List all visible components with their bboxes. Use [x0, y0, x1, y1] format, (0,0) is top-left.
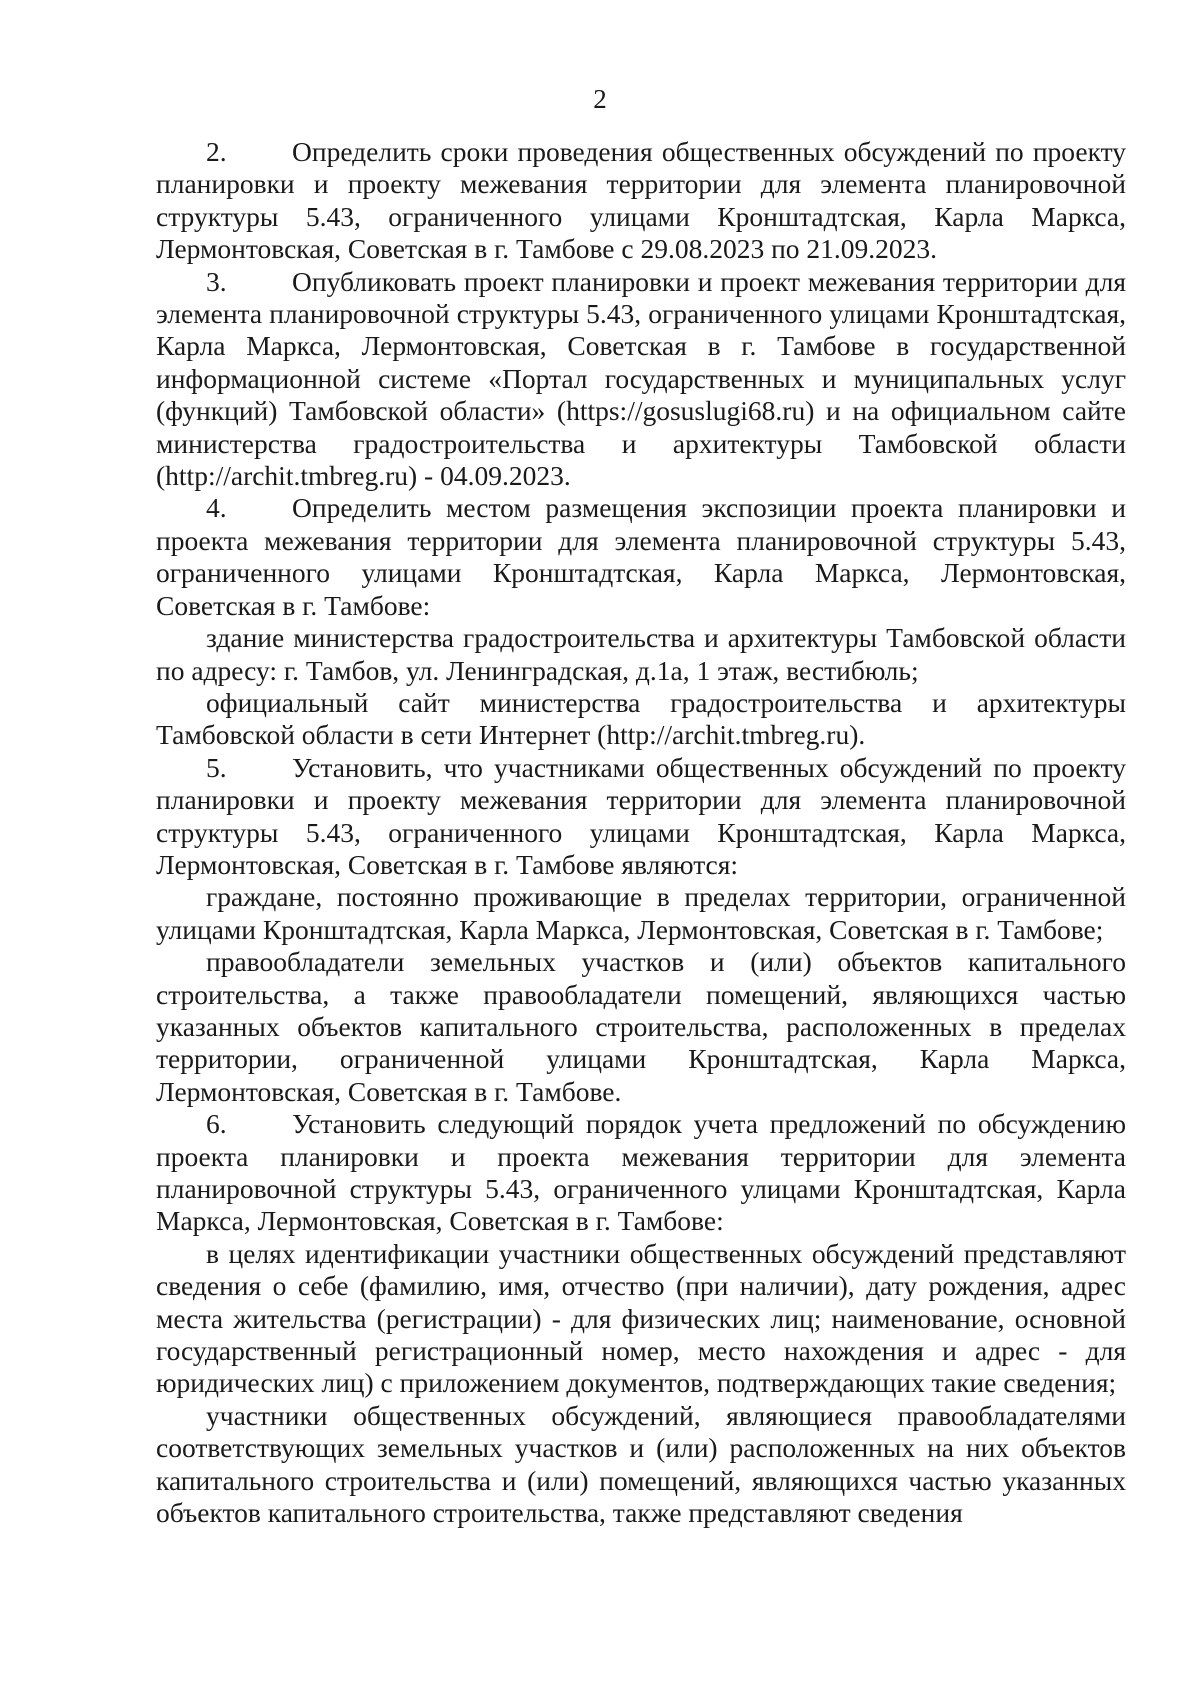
paragraph-5-item-rightholders [156, 946, 1126, 1108]
paragraph-number: 2. [206, 136, 227, 167]
paragraph-6 [156, 1108, 1126, 1238]
paragraph-text: участники общественных обсуждений, являющиеся правообладателями соответствующих земельных участков и (или) расположенных на них объектов капитального строительства и (или) помещений, являющихся частью указанных объектов капитального строительства, также представляют сведения [156, 1399, 1126, 1529]
paragraph-text: официальный сайт министерства градостроительства и архитектуры Тамбовской области в сети Интернет (http://archit.tmbreg.ru). [156, 686, 1126, 751]
page-number: 2 [593, 84, 607, 114]
paragraph-number: 4. [206, 492, 227, 524]
paragraph-2 [156, 136, 1126, 266]
paragraph-text: Определить местом размещения экспозиции проекта планировки и проекта межевания территории для элемента планировочной структуры 5.43, ограниченного улицами Кронштадтская, Карла Маркса, Лермонтовская, Советская в г. Тамбове: [156, 492, 1126, 621]
paragraph-text: в целях идентификации участники общественных обсуждений представляют сведения о себе (фамилию, имя, отчество (при наличии), дату рождения, адрес места жительства (регистрации) - для физических лиц; наименование, основной государственный регистрационный номер, место нахождения и адрес - для юридических лиц) с приложением документов, подтверждающих такие сведения; [156, 1237, 1126, 1399]
paragraph-6-item-rightholders [156, 1400, 1126, 1530]
paragraph-4 [156, 492, 1126, 622]
paragraph-number: 3. [206, 265, 227, 297]
paragraph-6-item-identification [156, 1238, 1126, 1400]
paragraph-3 [156, 266, 1126, 493]
paragraph-5-item-citizens [156, 881, 1126, 946]
paragraph-text: Опубликовать проект планировки и проект межевания территории для элемента планировочной структуры 5.43, ограниченного улицами Кронштадтская, Карла Маркса, Лермонтовская, Советская в г. Тамбове в государственной информационной системе «Портал государственных и муниципальных услуг (функций) Тамбовской области» (https://gosuslugi68.ru) и на официальном сайте министерства градостроительства и архитектуры Тамбовской области (http://archit.tmbreg.ru) - 04.09.2023. [156, 265, 1126, 492]
paragraph-text: Установить, что участниками общественных обсуждений по проекту планировки и проекту межевания территории для элемента планировочной структуры 5.43, ограниченного улицами Кронштадтская, Карла Маркса, Лермонтовская, Советская в г. Тамбове являются: [156, 751, 1126, 880]
paragraph-text: здание министерства градостроительства и архитектуры Тамбовской области по адресу: г. Тамбов, ул. Ленинградская, д.1а, 1 этаж, вестибюль; [156, 622, 1126, 686]
paragraph-text: граждане, постоянно проживающие в пределах территории, ограниченной улицами Кронштадтская, Карла Маркса, Лермонтовская, Советская в г. Тамбове; [156, 881, 1126, 945]
paragraph-4-item-website [156, 687, 1126, 752]
paragraph-number: 6. [206, 1108, 227, 1140]
document-body [156, 136, 1126, 1529]
paragraph-text: Установить следующий порядок учета предложений по обсуждению проекта планировки и проекта межевания территории для элемента планировочной структуры 5.43, ограниченного улицами Кронштадтская, Карла Маркса, Лермонтовская, Советская в г. Тамбове: [156, 1108, 1126, 1237]
paragraph-text: правообладатели земельных участков и (или) объектов капитального строительства, а также правообладатели помещений, являющихся частью указанных объектов капитального строительства, расположенных в пределах территории, ограниченной улицами Кронштадтская, Карла Маркса, Лермонтовская, Советская в г. Тамбове. [156, 946, 1126, 1107]
paragraph-4-item-building [156, 622, 1126, 687]
paragraph-text: Определить сроки проведения общественных обсуждений по проекту планировки и проекту межевания территории для элемента планировочной структуры 5.43, ограниченного улицами Кронштадтская, Карла Маркса, Лермонтовская, Советская в г. Тамбове с 29.08.2023 по 21.09.2023. [156, 136, 1126, 265]
paragraph-number: 5. [206, 751, 227, 783]
paragraph-5 [156, 752, 1126, 882]
